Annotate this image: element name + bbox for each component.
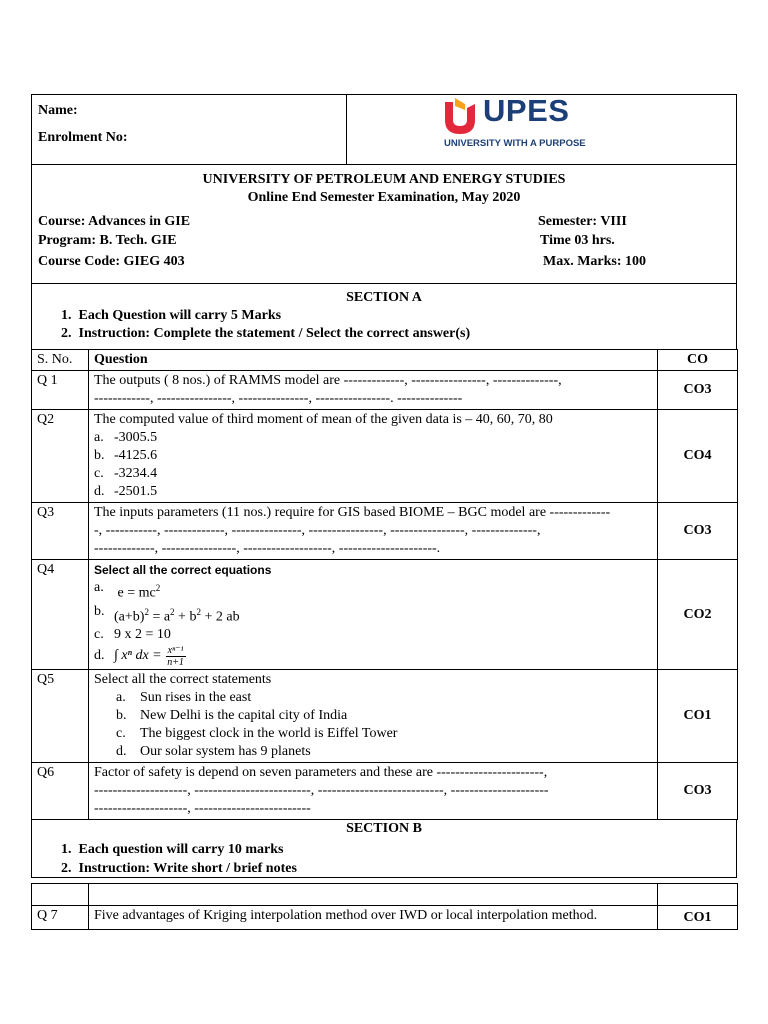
option-d	[94, 644, 652, 668]
course-code-label: Course Code: GIEG 403	[38, 254, 185, 269]
option-key: d.	[94, 484, 105, 499]
option-key: c.	[94, 627, 104, 643]
instruction-text: Instruction: Write short / brief notes	[78, 861, 297, 877]
q3-sno: Q3	[32, 503, 89, 560]
section-a-header	[31, 284, 737, 350]
option-value: -3234.4	[114, 466, 158, 481]
q5-co: CO1	[658, 670, 738, 763]
option-value: $(a+b)^2 = a^2 + b^2 + 2$ ab	[114, 606, 240, 625]
code-row	[38, 254, 730, 270]
q1-co: CO3	[658, 371, 738, 410]
header-box	[31, 94, 737, 165]
q6-line: Factor of safety is depend on seven parameters and these are -----------------------,	[94, 765, 548, 781]
option-c	[94, 725, 652, 743]
max-marks-label: Max. Marks: 100	[543, 254, 647, 269]
questions-table	[31, 349, 738, 820]
course-row	[38, 214, 730, 230]
co-header: CO	[658, 350, 738, 371]
option-d	[94, 743, 652, 761]
empty-cell	[89, 884, 658, 906]
section-b-table	[31, 883, 738, 930]
q5-question	[89, 670, 658, 763]
option-value: -3005.5	[114, 430, 158, 445]
section-b-instruction-2	[61, 861, 297, 877]
option-key: b.	[94, 448, 105, 463]
program-label: Program: B. Tech. GIE	[38, 233, 177, 248]
option-key: b.	[94, 603, 105, 619]
option-c	[94, 626, 652, 644]
option-key: c.	[94, 466, 104, 481]
section-b-instruction-1	[61, 842, 283, 858]
table-row	[32, 906, 738, 930]
sno-header: S. No.	[32, 350, 89, 371]
q2-question	[89, 410, 658, 503]
q2-text: The computed value of third moment of mean of the given data is – 40, 60, 70, 80	[94, 412, 553, 427]
integral-lhs: ∫ xⁿ dx =	[114, 648, 162, 664]
q6-co: CO3	[658, 763, 738, 820]
q1-question	[89, 371, 658, 410]
course-label: Course: Advances in GIE	[38, 214, 191, 229]
option-d	[94, 483, 652, 501]
q3-line: -------------, ----------------, -------------------, ---------------------.	[94, 541, 441, 556]
instruction-number: 1.	[61, 308, 72, 323]
q3-question	[89, 503, 658, 560]
instruction-text: Each question will carry 10 marks	[78, 842, 284, 858]
table-row	[32, 371, 738, 410]
option-key: a.	[116, 690, 126, 706]
option-value: Sun rises in the east	[140, 690, 252, 706]
q4-sno: Q4	[32, 560, 89, 670]
program-row	[38, 233, 730, 249]
option-key: b.	[116, 708, 127, 724]
table-row	[32, 410, 738, 503]
instruction-number: 2.	[61, 861, 72, 877]
option-value: Our solar system has 9 planets	[140, 744, 311, 760]
option-key: d.	[94, 648, 105, 664]
section-b-title: SECTION B	[346, 821, 422, 837]
fraction-numerator: xⁿ⁻¹	[167, 644, 184, 656]
option-value: -4125.6	[114, 448, 158, 463]
empty-cell	[658, 884, 738, 906]
student-details	[32, 95, 347, 164]
name-label: Name:	[38, 103, 78, 118]
instruction-number: 1.	[61, 842, 72, 858]
q6-line: --------------------, -------------------------, ---------------------------, ---------------------	[94, 783, 549, 799]
option-value: -2501.5	[114, 484, 158, 499]
university-name: UNIVERSITY OF PETROLEUM AND ENERGY STUDIES	[202, 172, 566, 187]
table-header-row	[32, 350, 738, 371]
option-value: 9 x 2 = 10	[114, 627, 171, 643]
section-a-instruction-1	[61, 308, 281, 324]
q6-question	[89, 763, 658, 820]
table-row	[32, 503, 738, 560]
q7-co: CO1	[658, 906, 738, 930]
q2-co: CO4	[658, 410, 738, 503]
exam-paper	[31, 94, 737, 930]
upes-emblem-icon	[443, 98, 477, 134]
option-key: d.	[116, 744, 127, 760]
q4-question	[89, 560, 658, 670]
section-a-instruction-2	[61, 326, 470, 342]
enrolment-label: Enrolment No:	[38, 130, 128, 145]
instruction-text: Each Question will carry 5 Marks	[78, 308, 282, 323]
option-value: New Delhi is the capital city of India	[140, 708, 348, 724]
logo-text: UPES	[483, 93, 570, 128]
option-a	[94, 429, 652, 447]
section-a-title: SECTION A	[346, 290, 422, 305]
instruction-number: 2.	[61, 326, 72, 341]
option-a	[94, 579, 652, 603]
fraction	[166, 645, 186, 668]
fraction-denominator: n+1	[167, 656, 184, 668]
q1-line: The outputs ( 8 nos.) of RAMMS model are -------------, ----------------, --------------,	[94, 373, 562, 388]
q4-co: CO2	[658, 560, 738, 670]
table-row	[32, 560, 738, 670]
q1-line: ------------, ----------------, ---------------, ----------------. --------------	[94, 391, 463, 406]
q6-sno: Q6	[32, 763, 89, 820]
semester-label: Semester: VIII	[538, 214, 627, 229]
option-b	[94, 447, 652, 465]
table-row	[32, 670, 738, 763]
q3-line: The inputs parameters (11 nos.) require for GIS based BIOME – BGC model are -------------	[94, 505, 611, 520]
logo-tagline: UNIVERSITY WITH A PURPOSE	[444, 138, 586, 149]
option-a	[94, 689, 652, 707]
exam-title: Online End Semester Examination, May 2020	[247, 190, 521, 205]
exam-header	[31, 165, 737, 284]
option-value: $e = mc^2$	[117, 583, 161, 601]
q7-question: Five advantages of Kriging interpolation method over IWD or local interpolation method.	[89, 906, 658, 930]
q6-line: --------------------, -------------------------	[94, 801, 311, 817]
option-key: a.	[94, 430, 104, 445]
upes-logo	[443, 93, 586, 153]
q3-co: CO3	[658, 503, 738, 560]
option-b	[94, 603, 652, 627]
option-key: a.	[94, 580, 104, 595]
q3-line: -, -----------, -------------, ---------------, ----------------, ----------------, --------------,	[94, 523, 541, 538]
q2-sno: Q2	[32, 410, 89, 503]
time-label: Time 03 hrs.	[540, 233, 615, 248]
q5-text: Select all the correct statements	[94, 672, 272, 688]
option-value: The biggest clock in the world is Eiffel Tower	[140, 726, 398, 742]
question-header: Question	[89, 350, 658, 371]
empty-cell	[32, 884, 89, 906]
q5-sno: Q5	[32, 670, 89, 763]
table-row	[32, 763, 738, 820]
q4-text: Select all the correct equations	[94, 563, 272, 577]
logo-cell	[347, 95, 736, 164]
table-row-empty	[32, 884, 738, 906]
section-b-header	[31, 820, 737, 878]
q7-sno: Q 7	[32, 906, 89, 930]
option-key: c.	[116, 726, 126, 742]
option-c	[94, 465, 652, 483]
option-b	[94, 707, 652, 725]
q1-sno: Q 1	[32, 371, 89, 410]
instruction-text: Instruction: Complete the statement / Select the correct answer(s)	[78, 326, 471, 341]
